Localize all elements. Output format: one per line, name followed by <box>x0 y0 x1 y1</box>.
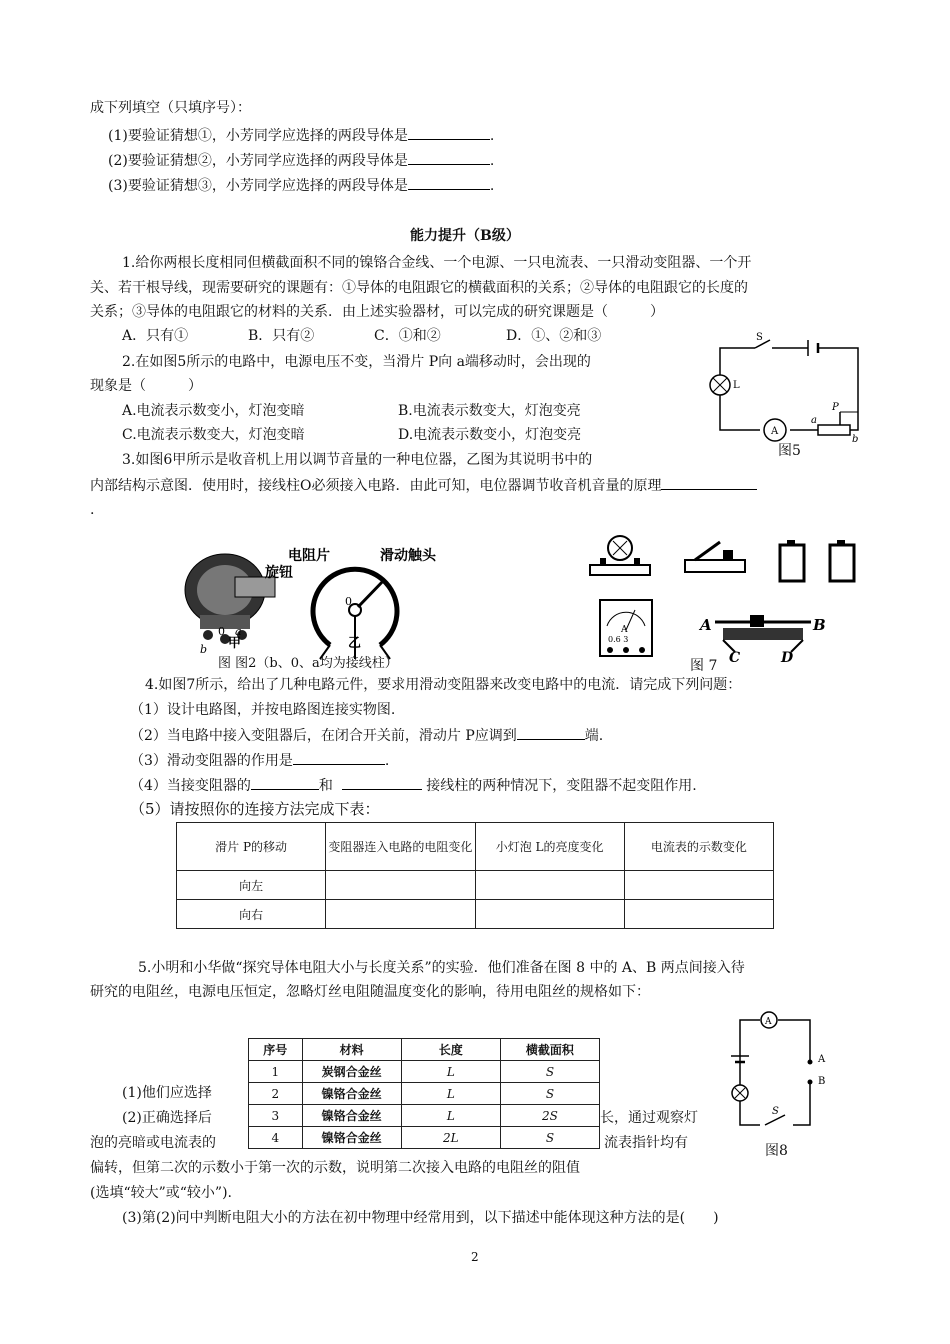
q4-item-2: （2）当电路中接入变阻器后，在闭合开关前，滑动片 P应调到 端. <box>130 725 603 746</box>
q2-option-d: D.电流表示数变小，灯泡变亮 <box>398 427 582 443</box>
q1-option-b: B．只有② <box>248 328 315 344</box>
q5-cell: 镍铬合金丝 <box>302 1105 401 1127</box>
q5-table-header: 横截面积 <box>500 1039 599 1061</box>
fig7-b-label: B <box>813 616 826 634</box>
fig8-s-label: S <box>772 1106 779 1117</box>
q2-line: 2.在如图5所示的电路中，电源电压不变，当滑片 P向 a端移动时，会出现的 <box>122 354 591 370</box>
q4-table-header: 变阻器连入电路的电阻变化 <box>326 823 475 871</box>
q5-line: 5.小明和小华做“探究导体电阻大小与长度关系”的实验．他们准备在图 8 中的 A、B 两点间接入待 <box>138 960 745 976</box>
fig5-a-label: a <box>811 415 817 426</box>
q4-table-header: 滑片 P的移动 <box>177 823 326 871</box>
figure-7-components <box>585 520 875 665</box>
fig6-o-label: 0 <box>345 595 352 608</box>
q5-cell: 4 <box>249 1127 303 1149</box>
figure-7-caption: 图 7 <box>690 658 718 674</box>
intro-item: (3)要验证猜想③，小芳同学应选择的两段导体是 . <box>108 175 494 196</box>
q4-table-cell[interactable] <box>624 871 773 900</box>
q4-intro: 4.如图7所示，给出了几种电路元件，要求用滑动变阻器来改变电路中的电流．请完成下列问题： <box>145 677 742 693</box>
section-title: 能力提升（B级） <box>410 228 520 244</box>
q4-table-header: 小灯泡 L的亮度变化 <box>475 823 624 871</box>
fig7-meter-label: A <box>621 625 628 635</box>
fig6-knob-label: 旋钮 <box>265 565 293 581</box>
q4-item-4: （4）当接变阻器的 和 接线柱的两种情况下，变阻器不起变阻作用. <box>130 775 697 796</box>
q5-cell: 1 <box>249 1061 303 1083</box>
q5-line-after2: (选填“较大”或“较小”). <box>90 1185 233 1201</box>
fig6-a-label: a <box>235 625 242 638</box>
q5-sub2d: 流表指针均有 <box>604 1135 688 1151</box>
switch-icon <box>685 542 745 572</box>
q4-table-cell[interactable] <box>475 900 624 929</box>
q5-cell: 2 <box>249 1083 303 1105</box>
q5-cell: S <box>500 1127 599 1149</box>
ammeter-icon <box>600 600 652 656</box>
q1-option-a: A．只有① <box>122 328 189 344</box>
fig7-c-label: C <box>729 650 741 665</box>
q5-sub2b: 长，通过观察灯 <box>600 1110 698 1126</box>
q5-cell: L <box>401 1105 500 1127</box>
fig7-d-label: D <box>781 650 794 665</box>
q2-option-c: C.电流表示数变大，灯泡变暗 <box>122 427 305 443</box>
q3-line: 3.如图6甲所示是收音机上用以调节音量的一种电位器，乙图为其说明书中的 <box>122 452 593 468</box>
fig8-a-label: A <box>818 1054 826 1065</box>
battery-icon <box>780 540 854 581</box>
q4-table-row-label: 向右 <box>177 900 326 929</box>
q2-line: 现象是（ ） <box>90 378 202 394</box>
q5-cell: S <box>500 1061 599 1083</box>
fig5-s-label: S <box>756 332 763 343</box>
fig5-l-label: L <box>733 380 740 391</box>
q4-table-cell[interactable] <box>326 900 475 929</box>
q5-table-header: 材料 <box>302 1039 401 1061</box>
fig6-yi-label: 乙 <box>348 636 362 651</box>
intro-line: 成下列填空（只填序号）： <box>90 100 251 116</box>
q5-sub1: (1)他们应选择 <box>122 1085 212 1101</box>
q5-sub3: (3)第(2)问中判断电阻大小的方法在初中物理中经常用到，以下描述中能体现这种方法的是( ) <box>122 1210 719 1226</box>
page-number: 2 <box>471 1250 479 1264</box>
q1-option-c: C．①和② <box>374 328 441 344</box>
q4-table-cell[interactable] <box>326 871 475 900</box>
figure-6-potentiometer <box>180 535 465 670</box>
q5-sub2a: (2)正确选择后 <box>122 1110 212 1126</box>
fig6-b-label: b <box>200 643 208 656</box>
q5-cell: L <box>401 1061 500 1083</box>
q5-cell: S <box>500 1083 599 1105</box>
q5-sub2c: 泡的亮暗或电流表的 <box>90 1135 216 1151</box>
q5-table-header: 序号 <box>249 1039 303 1061</box>
q3-tail: . <box>90 502 95 518</box>
bulb-on-base-icon <box>590 536 650 575</box>
q4-table-header: 电流表的示数变化 <box>624 823 773 871</box>
fig5-meter-label: A <box>771 426 779 437</box>
figure-8-circuit <box>715 1010 835 1140</box>
q4-results-table <box>176 822 774 929</box>
fig5-p-label: P <box>832 402 839 413</box>
q1-line: 1.给你两根长度相同但横截面积不同的镍铬合金线、一个电源、一只电流表、一只滑动变阻器、一个开 <box>122 255 752 271</box>
q5-line-after: 偏转，但第二次的示数小于第一次的示数，说明第二次接入电路的电阻丝的阻值 <box>90 1160 580 1176</box>
q1-line: 关系；③导体的电阻跟它的材料的关系．由上述实验器材，可以完成的研究课题是（ ） <box>90 304 664 320</box>
figure-5-caption: 图5 <box>778 443 801 459</box>
fig7-a-label: A <box>700 616 712 634</box>
q5-cell: 2L <box>401 1127 500 1149</box>
fig6-resistor-label: 电阻片 <box>288 548 330 564</box>
q1-option-d: D．①、②和③ <box>506 328 602 344</box>
figure-8-caption: 图8 <box>765 1143 788 1159</box>
fig6-jia-label: 甲 <box>228 636 242 651</box>
fig5-b-label: b <box>852 434 859 445</box>
intro-item: (1)要验证猜想①，小芳同学应选择的两段导体是 . <box>108 125 494 146</box>
intro-item: (2)要验证猜想②，小芳同学应选择的两段导体是 . <box>108 150 494 171</box>
q4-table-cell[interactable] <box>624 900 773 929</box>
q5-cell: 炭钢合金丝 <box>302 1061 401 1083</box>
q5-cell: 3 <box>249 1105 303 1127</box>
fig6-slider-label: 滑动触头 <box>380 548 436 564</box>
q5-table-header: 长度 <box>401 1039 500 1061</box>
figure-6-caption: 图 图2（b、0、a均为接线柱） <box>218 656 398 671</box>
q4-item-1: （1）设计电路图，并按电路图连接实物图. <box>130 702 396 718</box>
q5-cell: 镍铬合金丝 <box>302 1127 401 1149</box>
q2-option-b: B.电流表示数变大，灯泡变亮 <box>398 403 581 419</box>
fig7-meter-scale: 0.6 3 <box>608 635 629 644</box>
fig8-meter-label: A <box>765 1017 772 1027</box>
q5-cell: L <box>401 1083 500 1105</box>
q3-line: 内部结构示意图．使用时，接线柱O必须接入电路．由此可知，电位器调节收音机音量的原理 <box>90 475 757 496</box>
q5-wire-table <box>248 1038 600 1149</box>
q1-line: 关、若干根导线，现需要研究的课题有：①导体的电阻跟它的横截面积的关系；②导体的电阻跟它的长度的 <box>90 280 748 296</box>
fig6-o2-label: 0 <box>218 625 225 638</box>
q4-item-3: （3）滑动变阻器的作用是 . <box>130 750 389 771</box>
q4-item-5: （5）请按照你的连接方法完成下表： <box>130 800 380 818</box>
q4-table-cell[interactable] <box>475 871 624 900</box>
q5-line: 研究的电阻丝，电源电压恒定，忽略灯丝电阻随温度变化的影响，待用电阻丝的规格如下： <box>90 984 650 1000</box>
fig8-b-label: B <box>818 1076 826 1087</box>
q5-cell: 镍铬合金丝 <box>302 1083 401 1105</box>
q2-option-a: A.电流表示数变小，灯泡变暗 <box>122 403 305 419</box>
q4-table-row-label: 向左 <box>177 871 326 900</box>
q5-cell: 2S <box>500 1105 599 1127</box>
